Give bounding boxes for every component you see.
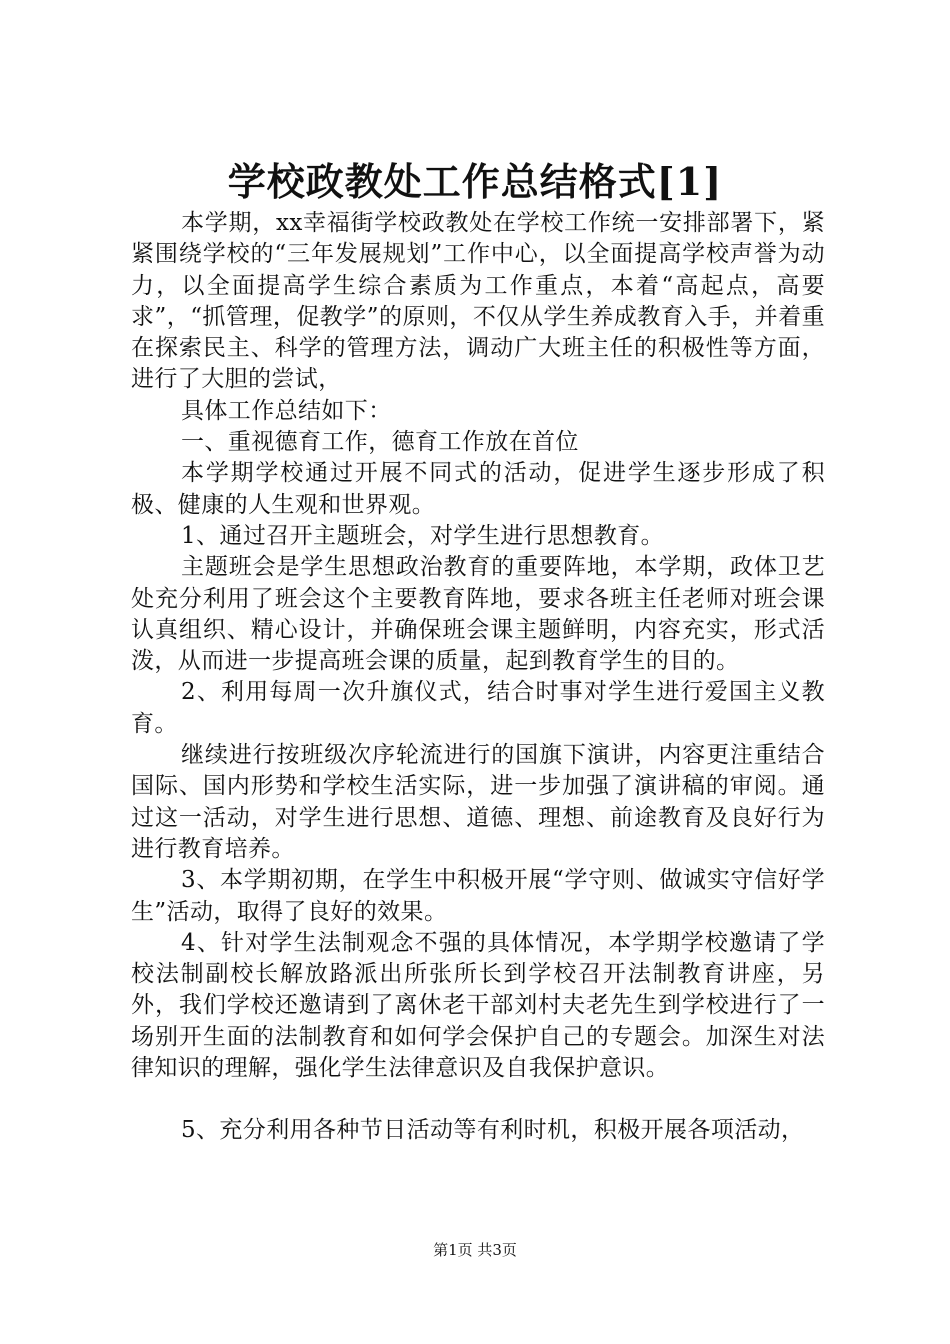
document-body [131,208,825,1147]
section-heading-moral-education: 一、重视德育工作，德育工作放在首位 [181,429,579,456]
paragraph-intro: 本学期，xx幸福街学校政教处在学校工作统一安排部署下，紧紧围绕学校的“三年发展规划”工作中心，以全面提高学校声誉为动力，以全面提高学生综合素质为工作重点，本着“高起点，高要求”，“抓管理，促教学”的原则，不仅从学生养成教育入手，并着重在探索民主、科学的管理方法，调动广大班主任的积极性等方面，进行了大胆的尝试， [131,210,825,393]
page-number-footer: 第1页 共3页 [433,1241,517,1259]
paragraph-class-meeting: 主题班会是学生思想政治教育的重要阵地，本学期，政体卫艺处充分利用了班会这个主要教育阵地，要求各班主任老师对班会课认真组织、精心设计，并确保班会课主题鲜明，内容充实，形式活泼，从而进一步提高班会课的质量，起到教育学生的目的。 [131,554,825,675]
item-3-paragraph: 3、本学期初期，在学生中积极开展“学守则、做诚实守信好学生”活动，取得了良好的效果。 [131,867,825,925]
document-title: 学校政教处工作总结格式[1] [227,159,723,204]
paragraph-summary-lead: 具体工作总结如下： [181,397,392,424]
item-1-heading: 1、通过召开主题班会，对学生进行思想教育。 [181,522,665,549]
item-5-paragraph: 5、充分利用各种节日活动等有利时机，积极开展各项活动， [181,1117,805,1144]
item-2-heading: 2、利用每周一次升旗仪式，结合时事对学生进行爱国主义教育。 [131,679,825,737]
paragraph-activities: 本学期学校通过开展不同式的活动，促进学生逐步形成了积极、健康的人生观和世界观。 [131,460,825,518]
item-4-paragraph: 4、针对学生法制观念不强的具体情况，本学期学校邀请了学校法制副校长解放路派出所张所长到学校召开法制教育讲座，另外，我们学校还邀请到了离休老干部刘村夫老先生到学校进行了一场别开生面的法制教育和如何学会保护自己的专题会。加深生对法律知识的理解，强化学生法律意识及自我保护意识。 [131,929,825,1082]
paragraph-flag-speech: 继续进行按班级次序轮流进行的国旗下演讲，内容更注重结合国际、国内形势和学校生活实际，进一步加强了演讲稿的审阅。通过这一活动，对学生进行思想、道德、理想、前途教育及良好行为进行教育培养。 [131,742,825,862]
